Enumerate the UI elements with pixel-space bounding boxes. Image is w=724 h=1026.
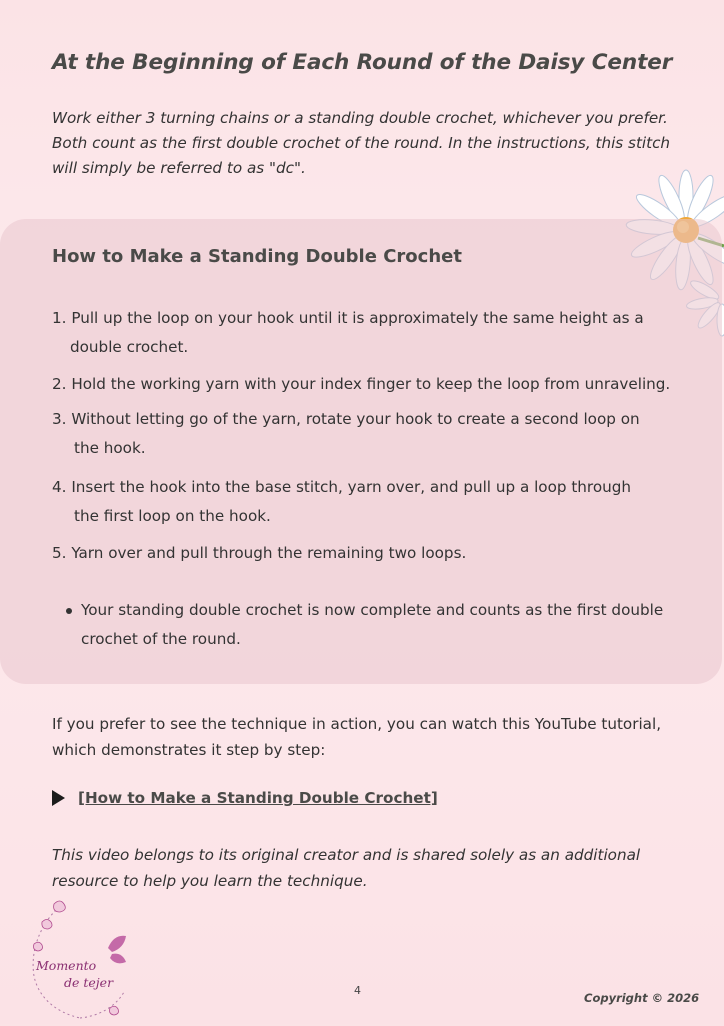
copyright-text: Copyright © 2026 [584, 991, 700, 1005]
bullet-text: crochet of the round. [81, 630, 241, 648]
step-item [52, 473, 631, 531]
note-line: This video belongs to its original creator and is shared solely as an additional [52, 846, 641, 864]
bullet-text: Your standing double crochet is now complete and counts as the first double [81, 601, 664, 619]
bullet-item [66, 596, 663, 654]
note-line: resource to help you learn the technique. [52, 872, 368, 890]
tutorial-line: If you prefer to see the technique in action, you can watch this YouTube tutorial, [52, 715, 662, 733]
disclaimer-note [52, 842, 640, 894]
step-item [52, 370, 670, 399]
page-title: At the Beginning of Each Round of the Daisy Center [52, 50, 673, 75]
intro-line: Work either 3 turning chains or a standing double crochet, whichever you prefer. [52, 109, 668, 127]
page-number: 4 [354, 984, 361, 997]
video-link[interactable]: [How to Make a Standing Double Crochet] [78, 789, 438, 807]
intro-line: Both count as the first double crochet of the round. In the instructions, this stitch [52, 134, 671, 152]
step-text: 5. Yarn over and pull through the remaining two loops. [52, 544, 467, 562]
tutorial-line: which demonstrates it step by step: [52, 741, 326, 759]
brand-logo [20, 896, 138, 1022]
intro-line: will simply be referred to as "dc". [52, 159, 306, 177]
step-text: 3. Without letting go of the yarn, rotate your hook to create a second loop on [52, 410, 640, 428]
step-item [52, 405, 640, 463]
logo-text-line1: Momento [36, 958, 97, 973]
step-text-continued: the first loop on the hook. [74, 507, 271, 525]
tutorial-paragraph [52, 711, 661, 763]
play-icon [52, 790, 65, 806]
step-text: 2. Hold the working yarn with your index finger to keep the loop from unraveling. [52, 375, 671, 393]
section-title: How to Make a Standing Double Crochet [52, 246, 462, 267]
step-text: 1. Pull up the loop on your hook until it is approximately the same height as a [52, 309, 644, 327]
step-text: 4. Insert the hook into the base stitch, yarn over, and pull up a loop through [52, 478, 632, 496]
logo-text-line2: de tejer [64, 975, 114, 990]
step-item [52, 304, 644, 362]
intro-paragraph [52, 106, 682, 181]
step-text-continued: the hook. [74, 439, 146, 457]
step-item [52, 539, 466, 568]
video-link-row[interactable] [52, 789, 438, 807]
step-text-continued: double crochet. [70, 338, 189, 356]
bullet-dot-icon [66, 608, 72, 614]
